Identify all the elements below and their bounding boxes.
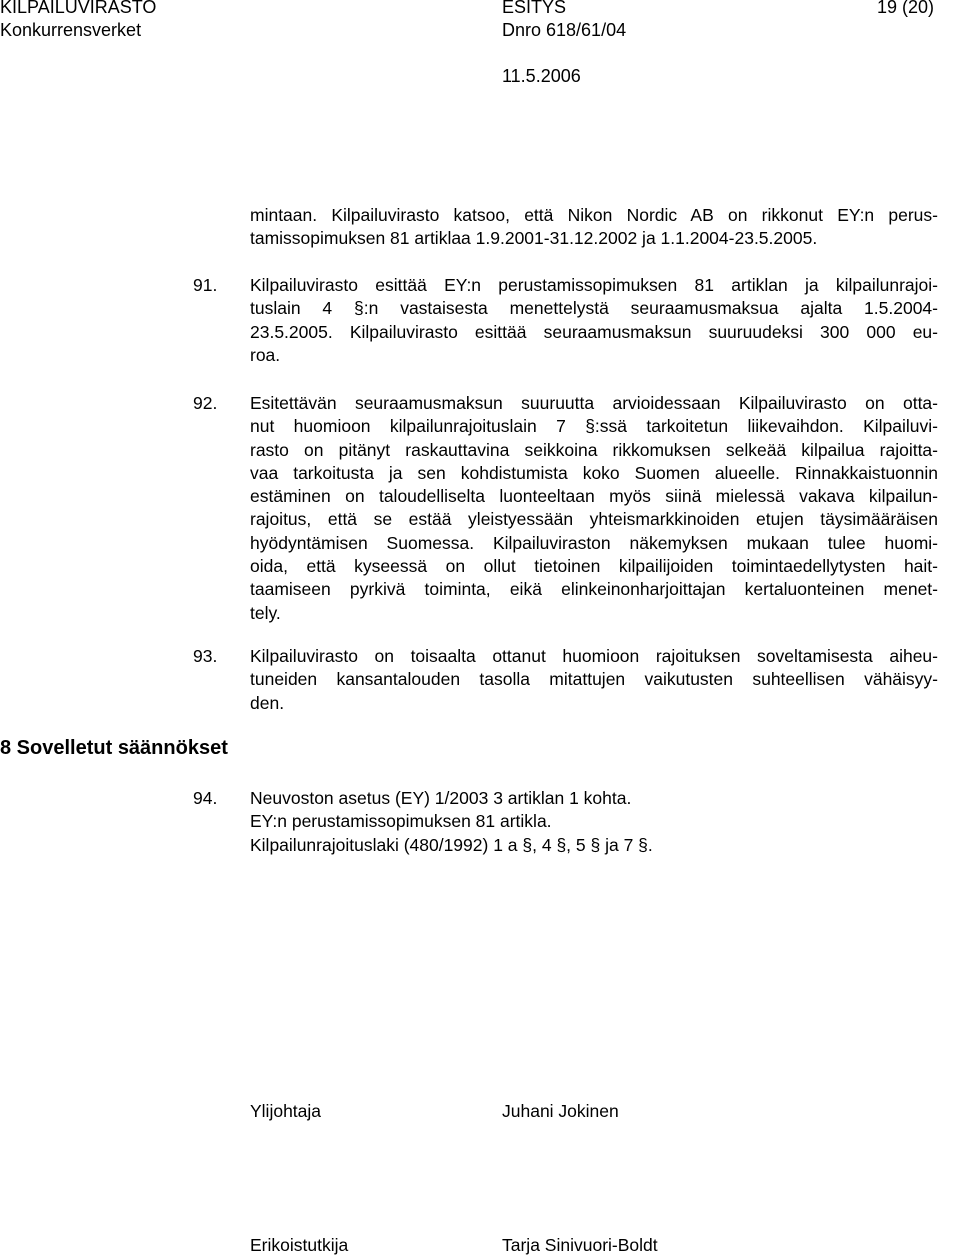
text-line: rasto on pitänyt raskauttavina seikkoina rikkomuksen selkeää kilpailua rajoitta- xyxy=(250,439,938,460)
signature-title-1: Ylijohtaja xyxy=(250,1101,322,1121)
text-line: roa. xyxy=(250,344,281,365)
text-line: den. xyxy=(250,692,285,713)
org-name-sv: Konkurrensverket xyxy=(0,20,142,40)
text-line: Esitettävän seuraamusmaksun suuruutta arvioidessaan Kilpailuvirasto on otta- xyxy=(250,393,938,413)
paragraph-number-93: 93. xyxy=(193,646,218,666)
paragraph-number-91: 91. xyxy=(193,275,218,295)
text-line: rajoitus, että se estää yleistyessään yhteismarkkinoiden etujen täysimääräisen xyxy=(250,509,938,530)
page-number: 19 (20) xyxy=(877,0,935,17)
doc-date: 11.5.2006 xyxy=(502,66,581,86)
paragraph-number-92: 92. xyxy=(193,393,218,413)
text-line: tamissopimuksen 81 artiklaa 1.9.2001-31.12.2002 ja 1.1.2004-23.5.2005. xyxy=(250,228,818,249)
text-line: Kilpailunrajoituslaki (480/1992) 1 a §, 4 §, 5 § ja 7 §. xyxy=(250,834,653,855)
text-line: estäminen on taloudelliselta luonteeltaan myös siinä mielessä vakava kilpailun- xyxy=(250,486,938,507)
paragraph-92 xyxy=(250,392,938,625)
paragraph-91 xyxy=(250,274,938,367)
section-heading: 8 Sovelletut säännökset xyxy=(0,737,228,759)
text-line: hyödyntämisen Suomessa. Kilpailuviraston näkemyksen mukaan tulee huomi- xyxy=(250,532,938,553)
intro-paragraph xyxy=(250,204,938,251)
signature-name-1: Juhani Jokinen xyxy=(502,1101,619,1121)
text-line: vaa tarkoitusta ja sen kohdistumista koko Suomen alueelle. Rinnakkaistuonnin xyxy=(250,462,938,483)
text-line: taamiseen pyrkivä toiminta, eikä elinkeinonharjoittajan kertaluonteinen menet- xyxy=(250,579,938,600)
org-name: KILPAILUVIRASTO xyxy=(0,0,157,17)
text-line: Kilpailuvirasto on toisaalta ottanut huomioon rajoituksen soveltamisesta aiheu- xyxy=(250,646,938,666)
text-line: tely. xyxy=(250,602,281,623)
paragraph-93 xyxy=(250,645,938,715)
text-line: oida, että kyseessä on ollut tietoinen kilpailijoiden toimintaedellytysten hait- xyxy=(250,556,938,577)
doc-number: Dnro 618/61/04 xyxy=(502,20,627,40)
text-line: Kilpailuvirasto esittää EY:n perustamissopimuksen 81 artiklan ja kilpailunrajoi- xyxy=(250,275,938,295)
text-line: 23.5.2005. Kilpailuvirasto esittää seuraamusmaksun suuruudeksi 300 000 eu- xyxy=(250,321,938,342)
paragraph-number-94: 94. xyxy=(193,788,218,808)
text-line: tuslain 4 §:n vastaisesta menettelystä seuraamusmaksua ajalta 1.5.2004- xyxy=(250,298,938,319)
text-line: nut huomioon kilpailunrajoituslain 7 §:ssä tarkoitetun liikevaihdon. Kilpailuvi- xyxy=(250,416,938,437)
signature-name-2: Tarja Sinivuori-Boldt xyxy=(502,1235,658,1255)
doc-type: ESITYS xyxy=(502,0,567,17)
text-line: mintaan. Kilpailuvirasto katsoo, että Nikon Nordic AB on rikkonut EY:n perus- xyxy=(250,205,938,225)
text-line: Neuvoston asetus (EY) 1/2003 3 artiklan 1 kohta. xyxy=(250,788,632,808)
paragraph-94 xyxy=(250,787,938,857)
signature-title-2: Erikoistutkija xyxy=(250,1235,349,1255)
text-line: tuneiden kansantalouden tasolla mitattujen vaikutusten suhteellisen vähäisyy- xyxy=(250,669,938,690)
text-line: EY:n perustamissopimuksen 81 artikla. xyxy=(250,811,552,832)
